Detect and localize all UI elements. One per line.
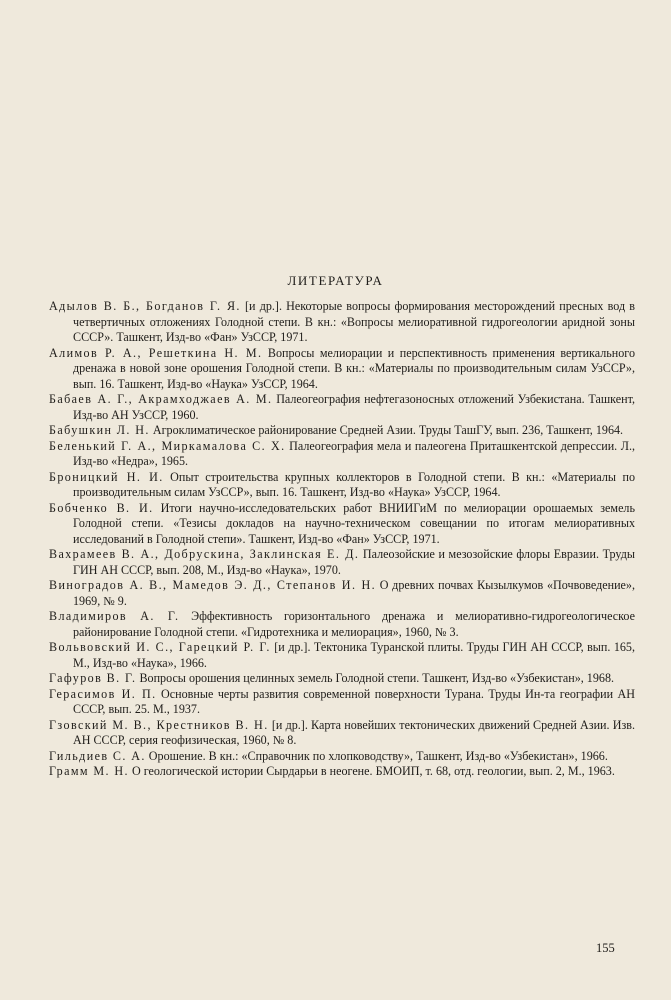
reference-text: Вопросы орошения целинных земель Голодной степи. Ташкент, Изд-во «Узбекистан», 1968. (136, 671, 615, 685)
reference-authors: Адылов В. Б., Богданов Г. Я. (49, 299, 241, 313)
reference-authors: Виноградов А. В., Мамедов Э. Д., Степанов И. Н. (49, 578, 377, 592)
reference-text: [и др.]. Тектоника Туранской плиты. Труды ГИН АН СССР, вып. 165, М., Изд-во «Наука», 1966. (73, 640, 635, 670)
reference-entry (49, 501, 635, 548)
reference-text: Вопросы мелиорации и перспективность применения вертикального дренажа в новой зоне орошения Голодной степи. В кн.: «Материалы по производительным силам УзССР», вып. 16. Ташкент, Изд-во «Наука» УзССР, 1964. (73, 345, 635, 391)
reference-entry (49, 640, 635, 671)
reference-text: О геологической истории Сырдарьи в неогене. БМОИП, т. 68, отд. геологии, вып. 2, М., 1963. (128, 764, 615, 778)
reference-authors: Броницкий Н. И. (49, 469, 164, 484)
reference-text: Итоги научно-исследовательских работ ВНИИГиМ по мелиорации орошаемых земель Голодной степи. «Тезисы докладов на научно-техническом совещании по итогам мелиоративных исследований в Голодной степи». Ташкент, Изд-во «Фан» УзССР, 1971. (73, 500, 635, 546)
reference-entry (49, 609, 635, 640)
reference-entry (49, 346, 635, 393)
reference-entry (49, 299, 635, 346)
reference-text: Агроклиматическое районирование Средней Азии. Труды ТашГУ, вып. 236, Ташкент, 1964. (149, 423, 624, 437)
reference-authors: Бабаев А. Г., Акрамходжаев А. М. (49, 392, 273, 406)
page-title: ЛИТЕРАТУРА (287, 273, 384, 288)
reference-entry (49, 439, 635, 470)
reference-text: Эффективность горизонтального дренажа и мелиоративно-гидрогеологическое районирование Голодной степи. «Гидротехника и мелиорация», 1960, № 3. (73, 609, 635, 639)
reference-text: Основные черты развития современной поверхности Турана. Труды Ин-та географии АН СССР, вып. 25. М., 1937. (73, 686, 636, 716)
reference-authors: Алимов Р. А., Решеткина Н. М. (49, 345, 263, 360)
reference-text: [и др.]. Некоторые вопросы формирования месторождений пресных вод в четвертичных отложениях Голодной степи. В кн.: «Вопросы мелиоративной гидрогеологии аридной зоны СССР». Ташкент, Изд-во «Фан» УзССР, 1971. (73, 299, 635, 344)
reference-text: Орошение. В кн.: «Справочник по хлопководству», Ташкент, Изд-во «Узбекистан», 1966. (145, 748, 608, 763)
reference-list (49, 299, 635, 780)
reference-authors: Гзовский М. В., Крестников В. Н. (49, 717, 269, 732)
reference-text: О древних почвах Кызылкумов «Почвоведение», 1969, № 9. (73, 578, 635, 608)
reference-authors: Герасимов И. П. (49, 686, 157, 701)
reference-authors: Бобченко В. И. (49, 500, 154, 515)
reference-text: Палеозойские и мезозойские флоры Евразии. Труды ГИН АН СССР, вып. 208, М., Изд-во «Наука», 1970. (73, 547, 635, 577)
reference-text: Опыт строительства крупных коллекторов в Голодной степи. В кн.: «Материалы по производительным силам УзССР», вып. 16. Ташкент, Изд-во «Наука» УзССР, 1964. (73, 469, 635, 499)
reference-text: Палеогеография нефтегазоносных отложений Узбекистана. Ташкент, Изд-во АН УзССР, 1960. (73, 392, 635, 422)
reference-entry (49, 547, 635, 578)
reference-authors: Гафуров В. Г. (49, 671, 137, 685)
page-number: 155 (596, 941, 615, 955)
reference-authors: Вольвовский И. С., Гарецкий Р. Г. (49, 640, 271, 654)
reference-entry (49, 392, 635, 423)
reference-entry (49, 687, 635, 718)
reference-authors: Беленький Г. А., Миркамалова С. Х. (49, 438, 286, 453)
reference-entry (49, 749, 635, 765)
reference-entry (49, 470, 635, 501)
reference-entry (49, 423, 635, 439)
reference-authors: Бабушкин Л. Н. (49, 423, 150, 437)
reference-entry (49, 578, 635, 609)
reference-text: Палеогеография мела и палеогена Приташкентской депрессии. Л., Изд-во «Недра», 1965. (73, 438, 635, 468)
reference-authors: Вахрамеев В. А., Добрускина, Заклинская Е. Д. (49, 547, 360, 561)
reference-authors: Грамм М. Н. (49, 764, 129, 778)
reference-entry (49, 671, 635, 687)
reference-text: [и др.]. Карта новейших тектонических движений Средней Азии. Изв. АН СССР, серия геофизическая, 1960, № 8. (73, 717, 636, 747)
reference-authors: Гильдиев С. А. (49, 748, 146, 763)
reference-entry (49, 718, 635, 749)
reference-entry (49, 764, 635, 780)
reference-authors: Владимиров А. Г. (49, 609, 180, 623)
